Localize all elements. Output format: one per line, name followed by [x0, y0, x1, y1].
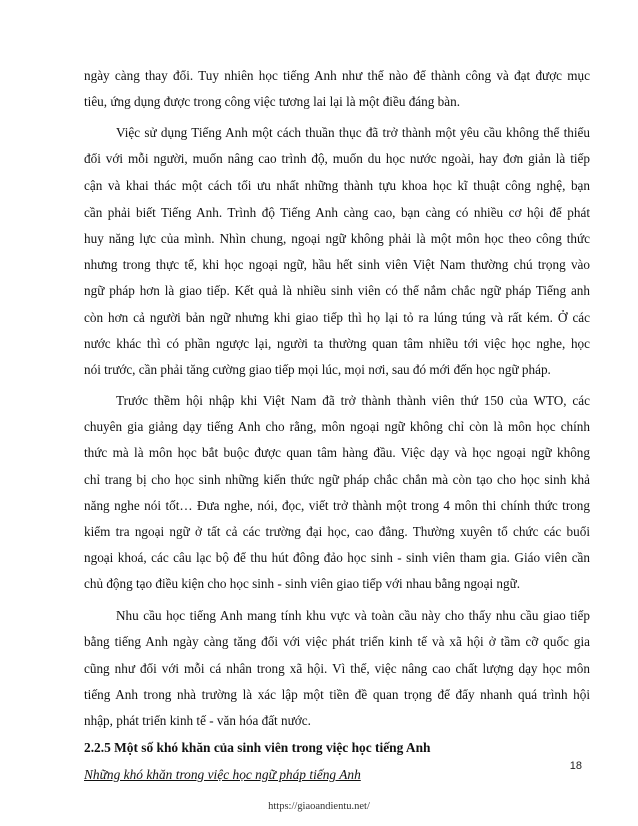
subsection-heading: Những khó khăn trong việc học ngữ pháp tiếng Anh [84, 767, 361, 782]
paragraph-2-line-10: nói trước, cần phải tăng cường giao tiếp mọi lúc, mọi nơi, sau đó mới đến học ngữ pháp. [84, 362, 551, 377]
paragraph-4-line-2: bằng tiếng Anh ngày càng tăng đối với việc phát triển kinh tế và xã hội ở tầm cỡ quốc gia [84, 634, 590, 649]
paragraph-3-line-8: chủ động tạo điều kiện cho học sinh - sinh viên giao tiếp với nhau bằng ngoại ngữ. [84, 576, 521, 591]
paragraph-3-line-1: Trước thềm hội nhập khi Việt Nam đã trở thành thành viên thứ 150 của WTO, các [116, 393, 590, 408]
paragraph-2-line-1: Việc sử dụng Tiếng Anh một cách thuần thục đã trở thành một yêu cầu không thể thiếu [116, 125, 590, 140]
paragraph-3-line-3: thức mà là môn học bắt buộc được quan tâm hàng đầu. Việc dạy và học ngoại ngữ không [84, 445, 590, 460]
paragraph-2-line-4: cần phải biết Tiếng Anh. Trình độ Tiếng Anh càng cao, bạn càng có nhiều cơ hội để phát [84, 205, 590, 220]
paragraph-4-line-3: cũng như đối với mỗi cá nhân trong xã hội. Vì thế, việc nâng cao chất lượng dạy học môn [84, 661, 590, 676]
paragraph-2-line-3: cận và khai thác một cách tối ưu nhất những thành tựu khoa học kĩ thuật công nghệ, bạn [84, 178, 590, 193]
paragraph-4-line-4: tiếng Anh trong nhà trường là xác lập một tiền đề quan trọng để đẩy nhanh quá trình hội [84, 687, 590, 702]
paragraph-3-line-5: năng nghe nói tốt… Đưa nghe, nói, đọc, viết trở thành một trong 4 môn thi chính thức trong [84, 498, 590, 513]
paragraph-4-line-5: nhập, phát triển kinh tế - văn hóa đất nước. [84, 713, 311, 728]
paragraph-1-line-2: tiêu, ứng dụng được trong công việc tương lai lại là một điều đáng bàn. [84, 94, 460, 109]
paragraph-2-line-5: huy năng lực của mình. Nhìn chung, ngoại ngữ không phải là một môn học theo công thức [84, 231, 590, 246]
paragraph-1-line-1: ngày càng thay đổi. Tuy nhiên học tiếng Anh như thế nào để thành công và đạt được mục [84, 68, 590, 83]
page-number: 18 [569, 760, 582, 772]
paragraph-3-line-7: ngoại khoá, các câu lạc bộ để thu hút đông đảo học sinh - sinh viên tham gia. Giáo viên cần [84, 550, 590, 565]
paragraph-3-line-6: kiểm tra ngoại ngữ ở tất cả các trường đại học, cao đẳng. Thường xuyên tổ chức các buổi [84, 524, 590, 539]
footer-url: https://giaoandientu.net/ [268, 801, 370, 812]
paragraph-2-line-6: nhưng trong thực tế, khi học ngoại ngữ, hầu hết sinh viên Việt Nam thường chú trọng vào [84, 257, 590, 272]
paragraph-3-line-4: chỉ trang bị cho học sinh những kiến thức ngữ pháp chắc chắn mà còn tạo cho học sinh khả [84, 472, 590, 487]
paragraph-2-line-7: ngữ pháp hơn là giao tiếp. Kết quả là nhiều sinh viên có thể nắm chắc ngữ pháp Tiếng anh [84, 283, 590, 298]
paragraph-2-line-8: còn hơn cả người bản ngữ nhưng khi giao tiếp thì họ lại tỏ ra lúng túng và rất kém. Ở các [84, 310, 590, 325]
paragraph-2-line-9: nước khác thì có phần ngược lại, người ta thường quan tâm nhiều tới việc học nghe, học [84, 336, 590, 351]
paragraph-2-line-2: đối với mỗi người, muốn nâng cao trình độ, muốn du học nước ngoài, hay đơn giản là tiếp [84, 151, 590, 166]
section-heading: 2.2.5 Một số khó khăn của sinh viên trong việc học tiếng Anh [84, 740, 431, 755]
paragraph-4-line-1: Nhu cầu học tiếng Anh mang tính khu vực và toàn cầu này cho thấy nhu cầu giao tiếp [116, 608, 590, 623]
paragraph-3-line-2: chuyên gia giảng dạy tiếng Anh cho rằng, môn ngoại ngữ không chỉ còn là môn học chính [84, 419, 590, 434]
